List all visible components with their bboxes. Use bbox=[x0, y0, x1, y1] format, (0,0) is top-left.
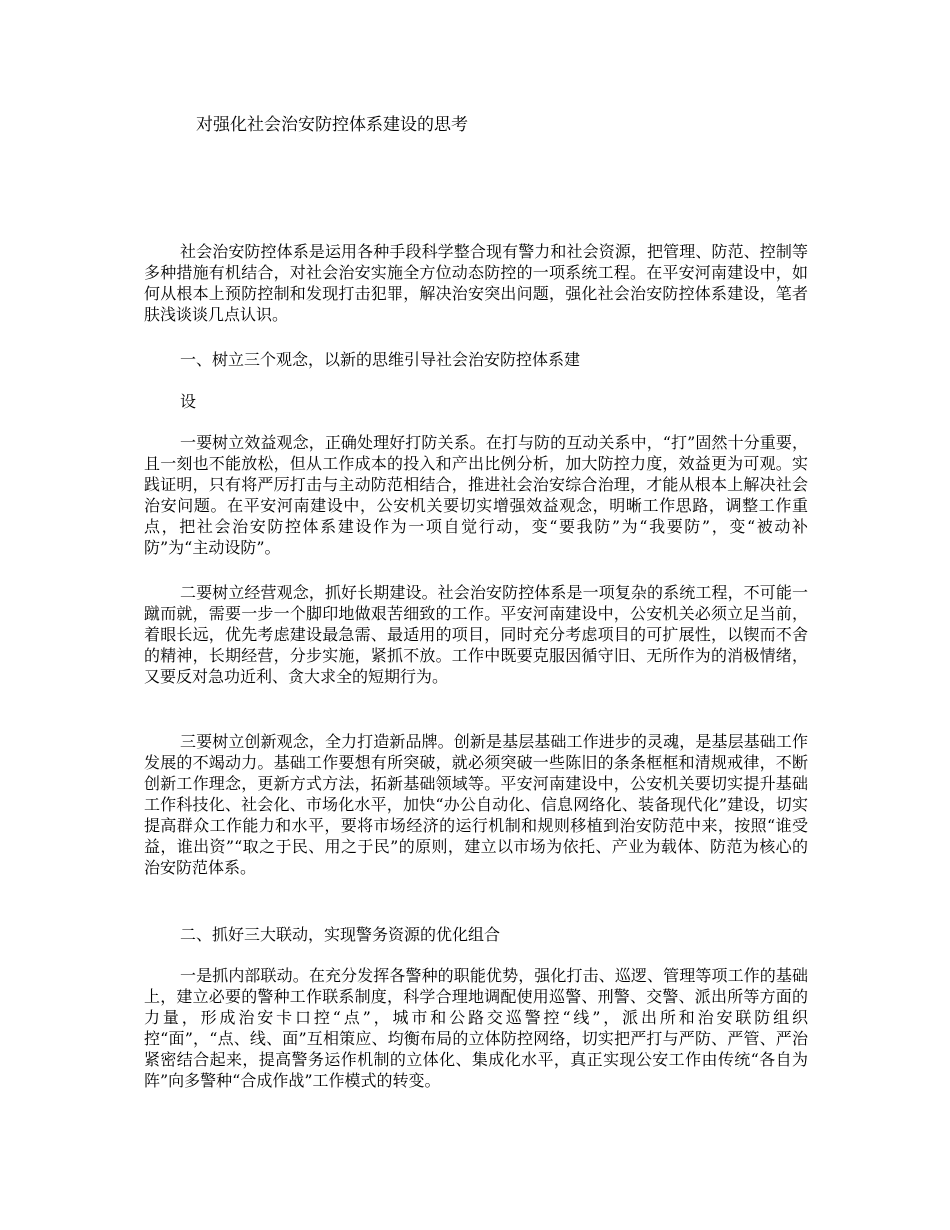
section-1-paragraph-1: 一要树立效益观念，正确处理好打防关系。在打与防的互动关系中，“打”固然十分重要，且一刻也不能放松，但从工作成本的投入和产出比例分析，加大防控力度，效益更为可观。实践证明，只有将严厉打击与主动防范相结合，推进社会治安综合治理，才能从根本上解决社会治安问题。在平安河南建设中，公安机关要切实增强效益观念，明晰工作思路，调整工作重点，把社会治安防控体系建设作为一项自觉行动，变“要我防”为“我要防”，变“被动补防”为“主动设防”。 bbox=[144, 433, 808, 557]
section-1-paragraph-3: 三要树立创新观念，全力打造新品牌。创新是基层基础工作进步的灵魂，是基层基础工作发展的不竭动力。基础工作要想有所突破，就必须突破一些陈旧的条条框框和清规戒律，不断创新工作理念，更新方式方法，拓新基础领域等。平安河南建设中，公安机关要切实提升基础工作科技化、社会化、市场化水平，加快“办公自动化、信息网络化、装备现代化”建设，切实提高群众工作能力和水平，要将市场经济的运行机制和规则移植到治安防范中来，按照“谁受益，谁出资”“取之于民、用之于民”的原则，建立以市场为依托、产业为载体、防范为核心的治安防范体系。 bbox=[144, 732, 808, 877]
section-1-heading-continued: 设 bbox=[180, 392, 197, 411]
document-title: 对强化社会治安防控体系建设的思考 bbox=[196, 115, 468, 135]
intro-paragraph: 社会治安防控体系是运用各种手段科学整合现有警力和社会资源，把管理、防范、控制等多种措施有机结合，对社会治安实施全方位动态防控的一项系统工程。在平安河南建设中，如何从根本上预防控制和发现打击犯罪，解决治安突出问题，强化社会治安防控体系建设，笔者肤浅谈谈几点认识。 bbox=[144, 242, 808, 324]
section-2-paragraph-1: 一是抓内部联动。在充分发挥各警种的职能优势，强化打击、巡逻、管理等项工作的基础上，建立必要的警种工作联系制度，科学合理地调配使用巡警、刑警、交警、派出所等方面的力量，形成治安卡口控“点”，城市和公路交巡警控“线”，派出所和治安联防组织控“面”，“点、线、面”互相策应、均衡布局的立体防控网络，切实把严打与严防、严管、严治紧密结合起来，提高警务运作机制的立体化、集成化水平，真正实现公安工作由传统“各自为阵”向多警种“合成作战”工作模式的转变。 bbox=[144, 966, 808, 1090]
section-1-paragraph-2: 二要树立经营观念，抓好长期建设。社会治安防控体系是一项复杂的系统工程，不可能一蹴而就，需要一步一个脚印地做艰苦细致的工作。平安河南建设中，公安机关必须立足当前，着眼长远，优先考虑建设最急需、最适用的项目，同时充分考虑项目的可扩展性，以锲而不舍的精神，长期经营，分步实施，紧抓不放。工作中既要克服因循守旧、无所作为的消极情绪，又要反对急功近利、贪大求全的短期行为。 bbox=[144, 583, 808, 686]
section-2-heading: 二、抓好三大联动，实现警务资源的优化组合 bbox=[180, 925, 501, 944]
section-1-heading: 一、树立三个观念，以新的思维引导社会治安防控体系建 bbox=[180, 350, 581, 369]
